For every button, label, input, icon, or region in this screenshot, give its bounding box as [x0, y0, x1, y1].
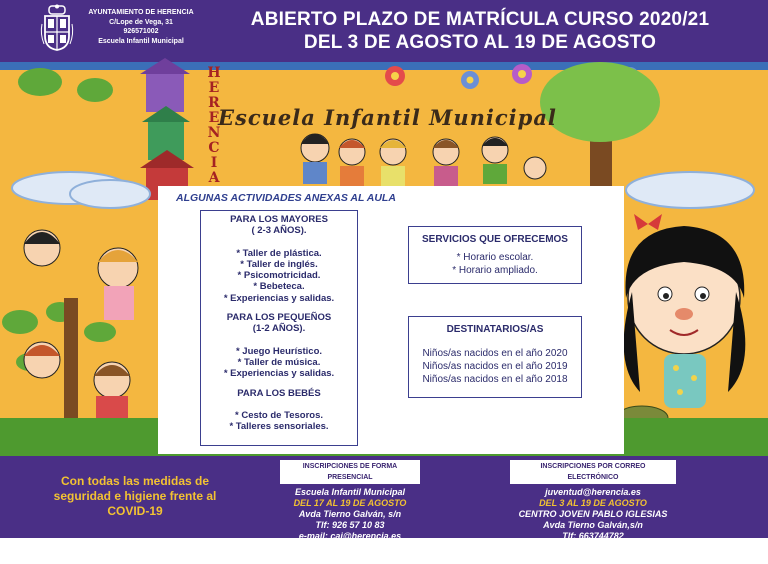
letter: H — [207, 65, 221, 81]
activity-group-babies — [201, 388, 357, 433]
group-title: PARA LOS BEBÉS — [237, 387, 321, 399]
activities-heading: ALGUNAS ACTIVIDADES ANEXAS AL AULA — [176, 192, 396, 204]
in-person-phone: Tlf: 926 57 10 83 — [315, 520, 385, 530]
left-children-illustration — [24, 230, 138, 422]
activities-box — [200, 210, 358, 446]
letter: E — [208, 110, 220, 126]
recipient-item: Niños/as nacidos en el año 2020 — [422, 348, 568, 359]
services-title: SERVICIOS QUE OFRECEMOS — [422, 234, 568, 245]
group-title: PARA LOS MAYORES — [230, 214, 328, 225]
letter: I — [210, 155, 218, 171]
group-subtitle: (1-2 AÑOS). — [252, 323, 306, 335]
letter: R — [208, 95, 220, 111]
covid-line: COVID-19 — [107, 504, 163, 518]
activity-item: * Talleres sensoriales. — [229, 421, 329, 433]
email-address: juventud@herencia.es — [545, 487, 641, 497]
letter: C — [208, 140, 220, 156]
group-subtitle: ( 2-3 AÑOS). — [251, 225, 307, 237]
activity-item: * Experiencias y salidas. — [223, 292, 335, 304]
children-illustration — [301, 134, 546, 186]
covid-line: seguridad e higiene frente al — [53, 489, 217, 503]
in-person-place: Escuela Infantil Municipal — [294, 487, 406, 497]
email-place-address: Avda Tierno Galván,s/n — [543, 520, 643, 530]
covid-notice — [46, 474, 224, 519]
covid-line: Con todas las medidas de — [60, 474, 210, 488]
recipients-box — [408, 316, 582, 398]
in-person-email: e-mail: cai@herencia.es — [298, 531, 402, 541]
email-phone: Tlf: 663744782 — [562, 531, 624, 541]
activity-item: * Taller de música. — [237, 356, 321, 368]
girl-illustration — [624, 214, 746, 408]
headline-line: ABIERTO PLAZO DE MATRÍCULA CURSO 2020/21 — [250, 9, 710, 30]
activity-item: * Psicomotricidad. — [237, 270, 321, 282]
activity-item: * Taller de plástica. — [236, 247, 322, 259]
org-line: Escuela Infantil Municipal — [98, 37, 184, 45]
in-person-dates: DEL 17 AL 19 DE AGOSTO — [293, 498, 407, 508]
headline — [210, 8, 750, 54]
tree-illustration — [540, 62, 660, 192]
in-person-tag: INSCRIPCIONES DE FORMA PRESENCIAL — [280, 460, 420, 484]
school-title: Escuela Infantil Municipal — [218, 105, 557, 130]
headline-line: DEL 3 DE AGOSTO AL 19 DE AGOSTO — [303, 32, 657, 53]
email-dates: DEL 3 AL 19 DE AGOSTO — [539, 498, 647, 508]
letter: A — [208, 170, 220, 186]
activity-item: * Experiencias y salidas. — [223, 368, 335, 380]
activity-group-older — [201, 214, 357, 304]
foliage-left — [2, 68, 116, 371]
recipient-item: Niños/as nacidos en el año 2018 — [422, 374, 568, 385]
cloud-right — [626, 172, 754, 208]
recipients-title: DESTINATARIOS/AS — [446, 324, 544, 335]
activity-item: * Cesto de Tesoros. — [235, 409, 323, 421]
activity-item: * Taller de inglés. — [240, 258, 318, 270]
activity-item: * Juego Heurístico. — [235, 345, 323, 357]
town-crest-icon — [40, 4, 74, 52]
organization-address — [82, 8, 200, 46]
email-registration — [510, 460, 676, 553]
header-banner — [0, 0, 768, 62]
email-contact: Persona de contacto María Jesús — [521, 542, 665, 552]
org-line: 926571002 — [123, 28, 159, 35]
in-person-contact: Persona de contacto: María José — [291, 542, 409, 563]
in-person-address: Avda Tierno Galván, s/n — [298, 509, 402, 519]
in-person-registration — [280, 460, 420, 564]
activity-group-younger — [201, 312, 357, 379]
letter: N — [207, 125, 221, 141]
org-line: AYUNTAMIENTO DE HERENCIA — [88, 9, 194, 16]
recipient-item: Niños/as nacidos en el año 2019 — [422, 361, 568, 372]
org-line: C/Lope de Vega, 31 — [109, 18, 173, 26]
service-item: * Horario escolar. — [456, 252, 534, 263]
services-box — [408, 226, 582, 284]
group-title: PARA LOS PEQUEÑOS — [226, 312, 332, 324]
service-item: * Horario ampliado. — [452, 265, 538, 276]
activity-item: * Bebeteca. — [253, 281, 305, 293]
letter: E — [208, 80, 220, 96]
email-place: CENTRO JOVEN PABLO IGLESIAS — [518, 509, 668, 519]
email-tag: INSCRIPCIONES POR CORREO ELECTRÓNICO — [510, 460, 676, 484]
